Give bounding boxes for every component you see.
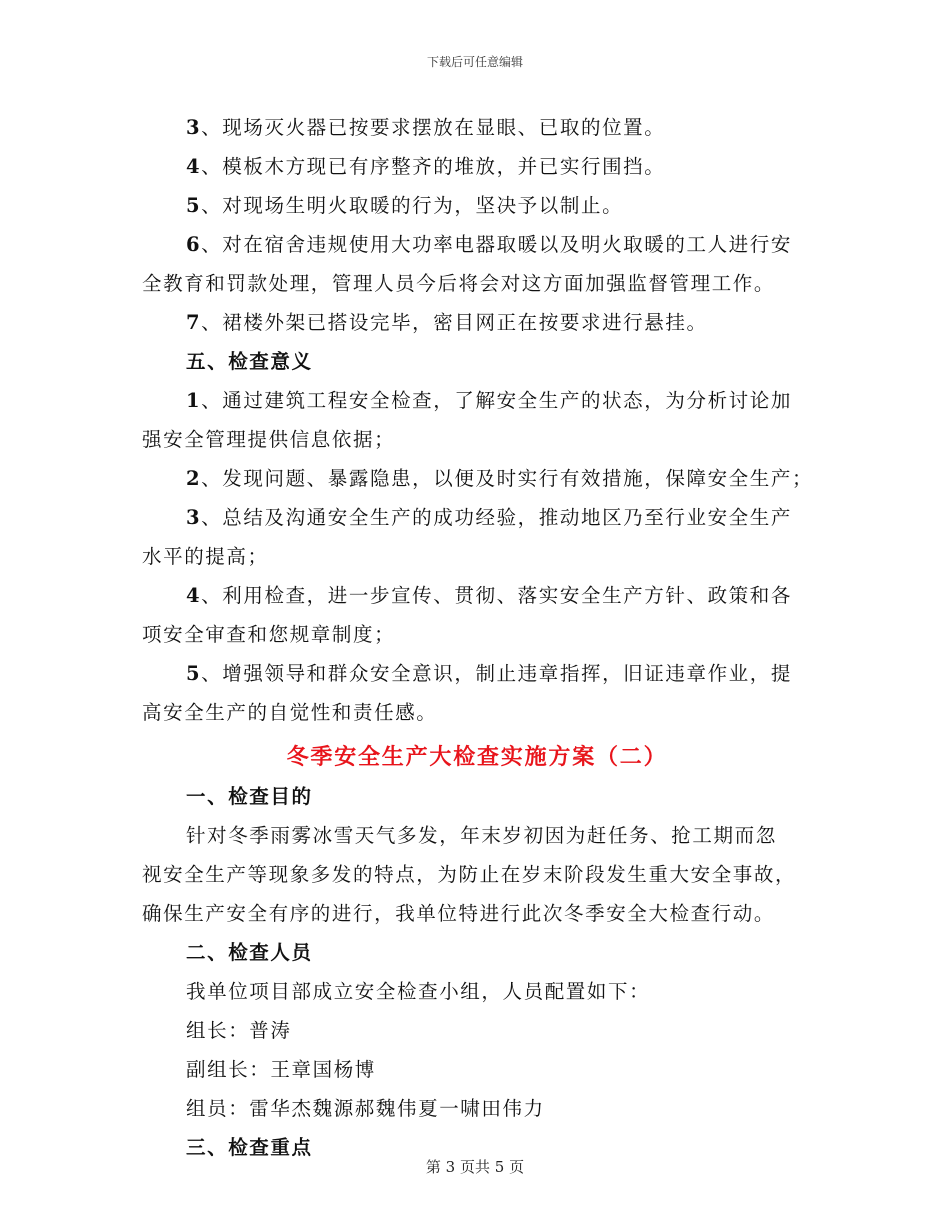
personnel-leader: 组长：普涛 <box>186 1019 292 1042</box>
significance-4-continued: 项安全审查和您规章制度； <box>142 623 396 646</box>
section-3-heading: 三、检查重点 <box>186 1136 313 1159</box>
significance-3: 3、总结及沟通安全生产的成功经验，推动地区乃至行业安全生产 <box>186 506 792 529</box>
personnel-intro: 我单位项目部成立安全检查小组，人员配置如下： <box>186 980 651 1003</box>
document-title: 冬季安全生产大检查实施方案（二） <box>286 744 668 770</box>
section-1-heading: 一、检查目的 <box>186 785 313 808</box>
item-5: 5、对现场生明火取暖的行为，坚决予以制止。 <box>186 194 624 217</box>
section-5-heading: 五、检查意义 <box>186 350 313 373</box>
personnel-deputy: 副组长：王章国杨博 <box>186 1058 376 1081</box>
significance-1-continued: 强安全管理提供信息依据； <box>142 428 396 451</box>
significance-5-continued: 高安全生产的自觉性和责任感。 <box>142 701 438 724</box>
section-2-heading: 二、检查人员 <box>186 941 313 964</box>
item-6: 6、对在宿舍违规使用大功率电器取暖以及明火取暖的工人进行安 <box>186 233 792 256</box>
item-6-continued: 全教育和罚款处理，管理人员今后将会对这方面加强监督管理工作。 <box>142 272 776 295</box>
page-header: 下载后可任意编辑 <box>426 55 523 69</box>
significance-2: 2、发现问题、暴露隐患，以便及时实行有效措施，保障安全生产； <box>186 467 814 490</box>
significance-4: 4、利用检查，进一步宣传、贯彻、落实安全生产方针、政策和各 <box>186 584 792 607</box>
significance-5: 5、增强领导和群众安全意识，制止违章指挥，旧证违章作业，提 <box>186 662 792 685</box>
personnel-members: 组员：雷华杰魏源郝魏伟夏一啸田伟力 <box>186 1097 545 1120</box>
significance-1: 1、通过建筑工程安全检查，了解安全生产的状态，为分析讨论加 <box>186 389 792 412</box>
item-7: 7、裙楼外架已搭设完毕，密目网正在按要求进行悬挂。 <box>186 311 708 334</box>
purpose-line-2: 视安全生产等现象多发的特点，为防止在岁末阶段发生重大安全事故， <box>142 863 797 886</box>
document-body <box>142 108 812 1167</box>
item-4: 4、模板木方现已有序整齐的堆放，并已实行围挡。 <box>186 155 666 178</box>
purpose-line-3: 确保生产安全有序的进行，我单位特进行此次冬季安全大检查行动。 <box>142 902 776 925</box>
purpose-line-1: 针对冬季雨雾冰雪天气多发，年末岁初因为赶任务、抢工期而忽 <box>186 824 777 847</box>
item-3: 3、现场灭火器已按要求摆放在显眼、已取的位置。 <box>186 116 666 139</box>
page-footer: 第 3 页共 5 页 <box>425 1158 525 1176</box>
significance-3-continued: 水平的提高； <box>142 545 269 568</box>
